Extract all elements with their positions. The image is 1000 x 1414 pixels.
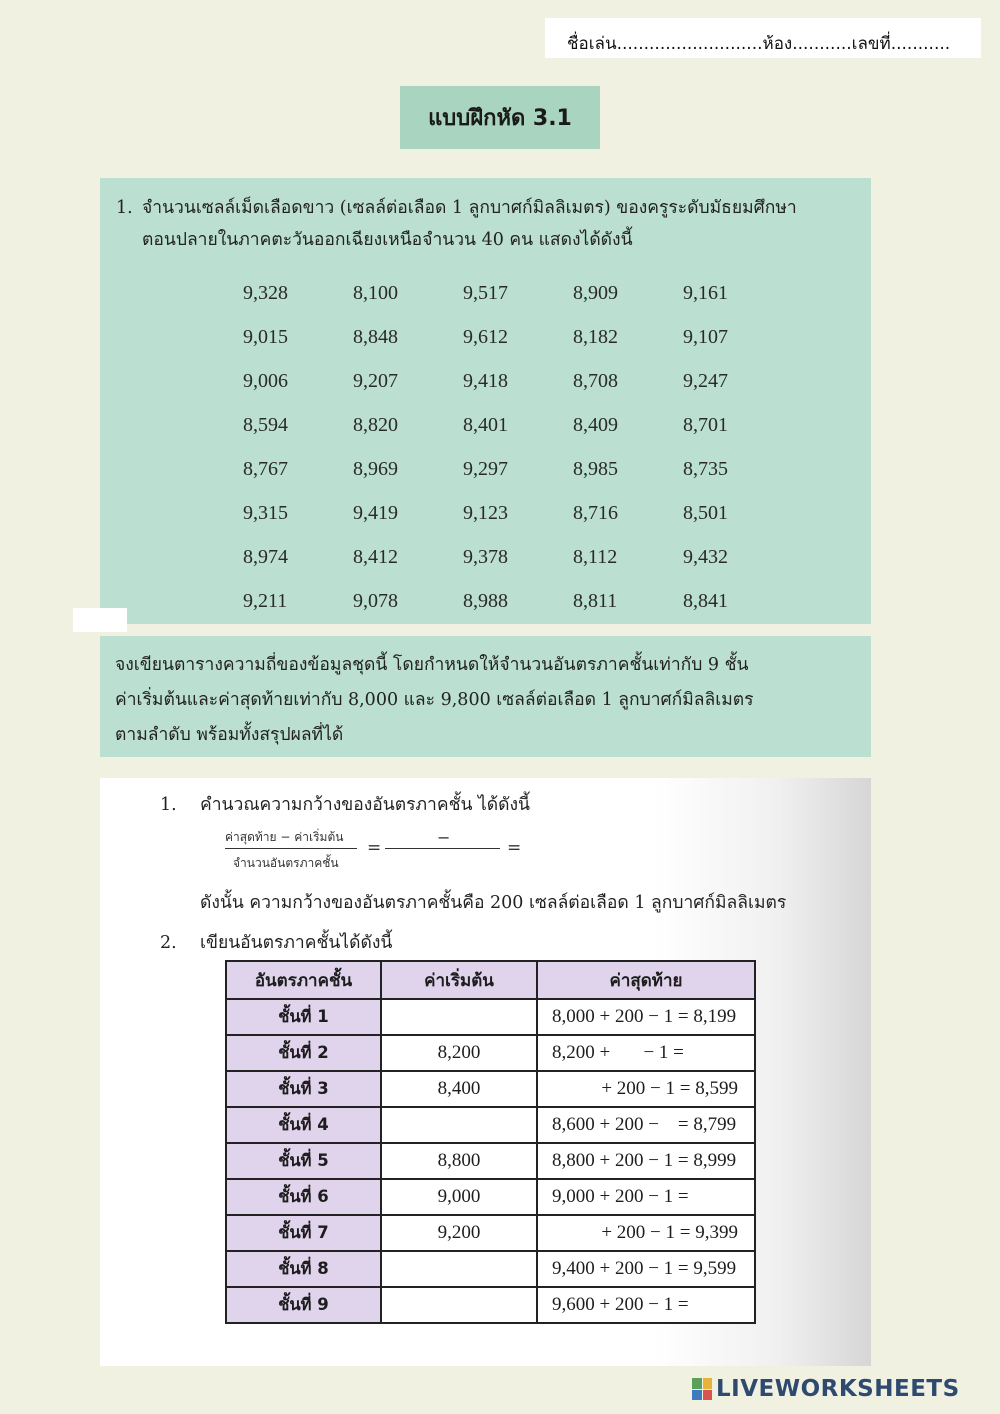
- end-value[interactable]: + 200 − 1 = 8,599: [537, 1071, 755, 1107]
- worksheet-title: [400, 86, 600, 149]
- formula-fraction-bar: [225, 848, 357, 849]
- class-label: ชั้นที่ 7: [226, 1215, 381, 1251]
- data-value: 8,735: [683, 458, 728, 480]
- instruction-line-3: ตามลำดับ พร้อมทั้งสรุปผลที่ได้: [115, 725, 344, 745]
- table-row: [226, 1035, 755, 1071]
- data-value: 9,078: [353, 590, 398, 612]
- equals-sign-1: =: [367, 838, 382, 858]
- start-value: 9,200: [381, 1215, 537, 1251]
- header-class: อันตรภาคชั้น: [226, 961, 381, 999]
- class-label: ชั้นที่ 6: [226, 1179, 381, 1215]
- data-value: 9,247: [683, 370, 728, 392]
- data-value: 9,315: [243, 502, 288, 524]
- table-row: [226, 1143, 755, 1179]
- width-conclusion: ดังนั้น ความกว้างของอันตรภาคชั้นคือ 200 เซลล์ต่อเลือด 1 ลูกบาศก์มิลลิเมตร: [200, 893, 787, 913]
- step-2-text: เขียนอันตรภาคชั้นได้ดังนี้: [200, 933, 393, 953]
- instruction-text: [115, 648, 860, 753]
- table-row: [226, 1287, 755, 1323]
- data-value: 8,594: [243, 414, 288, 436]
- data-value: 9,328: [243, 282, 288, 304]
- student-info-field[interactable]: [545, 18, 981, 58]
- title-text: แบบฝึกหัด 3.1: [428, 106, 572, 131]
- instruction-line-1: จงเขียนตารางความถี่ของข้อมูลชุดนี้ โดยกำหนดให้จำนวนอันตรภาคชั้นเท่ากับ 9 ชั้น: [115, 655, 749, 675]
- data-value: 9,378: [463, 546, 508, 568]
- class-label: ชั้นที่ 2: [226, 1035, 381, 1071]
- data-value: 9,123: [463, 502, 508, 524]
- start-value-blank[interactable]: [381, 999, 537, 1035]
- solution-panel: [100, 778, 871, 1366]
- class-label: ชั้นที่ 8: [226, 1251, 381, 1287]
- end-value[interactable]: 9,600 + 200 − 1 =: [537, 1287, 755, 1323]
- question-line-2: ตอนปลายในภาคตะวันออกเฉียงเหนือจำนวน 40 คน แสดงได้ดังนี้: [142, 230, 633, 250]
- question-line-1: จำนวนเซลล์เม็ดเลือดขาว (เซลล์ต่อเลือด 1 ลูกบาศก์มิลลิเมตร) ของครูระดับมัธยมศึกษา: [142, 198, 797, 218]
- data-value: 9,517: [463, 282, 508, 304]
- formula-numerator: ค่าสุดท้าย − ค่าเริ่มต้น: [225, 830, 344, 844]
- instruction-line-2: ค่าเริ่มต้นและค่าสุดท้ายเท่ากับ 8,000 และ 9,800 เซลล์ต่อเลือด 1 ลูกบาศก์มิลลิเมตร: [115, 690, 754, 710]
- instruction-panel: [100, 636, 871, 757]
- end-value[interactable]: 8,800 + 200 − 1 = 8,999: [537, 1143, 755, 1179]
- data-value: 8,112: [573, 546, 618, 568]
- data-value: 8,708: [573, 370, 618, 392]
- data-value: 8,988: [463, 590, 508, 612]
- data-value: 9,432: [683, 546, 728, 568]
- data-value: 8,909: [573, 282, 618, 304]
- start-value: 8,800: [381, 1143, 537, 1179]
- data-value: 8,767: [243, 458, 288, 480]
- data-value: 9,418: [463, 370, 508, 392]
- data-value: 9,161: [683, 282, 728, 304]
- class-label: ชั้นที่ 1: [226, 999, 381, 1035]
- step-1-text: คำนวณความกว้างของอันตรภาคชั้น ได้ดังนี้: [200, 795, 531, 815]
- liveworksheets-logo: [692, 1376, 960, 1402]
- answer-box-blank[interactable]: [73, 608, 127, 632]
- data-value: 9,015: [243, 326, 288, 348]
- end-value[interactable]: 8,600 + 200 − = 8,799: [537, 1107, 755, 1143]
- data-value: 9,006: [243, 370, 288, 392]
- class-label: ชั้นที่ 5: [226, 1143, 381, 1179]
- table-row: [226, 1179, 755, 1215]
- question-panel: [100, 178, 871, 624]
- header-end: ค่าสุดท้าย: [537, 961, 755, 999]
- data-value: 8,182: [573, 326, 618, 348]
- data-value: 8,969: [353, 458, 398, 480]
- data-values-grid: [243, 282, 743, 634]
- data-value: 8,716: [573, 502, 618, 524]
- logo-text: LIVEWORKSHEETS: [716, 1376, 960, 1402]
- liveworksheets-logo-icon: [692, 1378, 712, 1400]
- data-value: 9,107: [683, 326, 728, 348]
- end-value[interactable]: 8,000 + 200 − 1 = 8,199: [537, 999, 755, 1035]
- header-start: ค่าเริ่มต้น: [381, 961, 537, 999]
- data-value: 8,701: [683, 414, 728, 436]
- blank-minus-sign: −: [437, 828, 451, 847]
- start-value: 8,400: [381, 1071, 537, 1107]
- data-value: 9,419: [353, 502, 398, 524]
- data-value: 8,848: [353, 326, 398, 348]
- data-value: 8,100: [353, 282, 398, 304]
- table-row: [226, 1251, 755, 1287]
- table-row: [226, 1071, 755, 1107]
- step-2: [160, 928, 392, 956]
- end-value[interactable]: 9,400 + 200 − 1 = 9,599: [537, 1251, 755, 1287]
- start-value-blank[interactable]: [381, 1107, 537, 1143]
- start-value-blank[interactable]: [381, 1251, 537, 1287]
- data-value: 8,412: [353, 546, 398, 568]
- class-interval-table: [225, 960, 756, 1324]
- formula-denominator: จำนวนอันตรภาคชั้น: [233, 856, 339, 870]
- data-value: 9,207: [353, 370, 398, 392]
- data-value: 8,811: [573, 590, 618, 612]
- blank-fraction-bar[interactable]: [385, 848, 500, 849]
- data-value: 8,501: [683, 502, 728, 524]
- table-header-row: [226, 961, 755, 999]
- start-value: 9,000: [381, 1179, 537, 1215]
- class-label: ชั้นที่ 3: [226, 1071, 381, 1107]
- data-value: 8,974: [243, 546, 288, 568]
- student-info-text: ชื่อเล่น...........................ห้อง...........เลขที่...........: [567, 34, 951, 54]
- class-label: ชั้นที่ 9: [226, 1287, 381, 1323]
- start-value: 8,200: [381, 1035, 537, 1071]
- step-2-number: 2.: [160, 933, 177, 953]
- data-value: 9,612: [463, 326, 508, 348]
- data-value: 9,211: [243, 590, 288, 612]
- end-value[interactable]: + 200 − 1 = 9,399: [537, 1215, 755, 1251]
- step-1-number: 1.: [160, 795, 177, 815]
- data-value: 8,841: [683, 590, 728, 612]
- step-1: [160, 790, 530, 818]
- table-row: [226, 999, 755, 1035]
- question-number: 1.: [116, 198, 133, 218]
- table-row: [226, 1215, 755, 1251]
- end-value[interactable]: 8,200 + − 1 =: [537, 1035, 755, 1071]
- data-value: 8,401: [463, 414, 508, 436]
- end-value[interactable]: 9,000 + 200 − 1 =: [537, 1179, 755, 1215]
- data-value: 8,985: [573, 458, 618, 480]
- data-value: 8,820: [353, 414, 398, 436]
- class-label: ชั้นที่ 4: [226, 1107, 381, 1143]
- equals-sign-2: =: [507, 838, 522, 858]
- table-row: [226, 1107, 755, 1143]
- question-text: [116, 192, 861, 256]
- data-value: 9,297: [463, 458, 508, 480]
- data-value: 8,409: [573, 414, 618, 436]
- start-value-blank[interactable]: [381, 1287, 537, 1323]
